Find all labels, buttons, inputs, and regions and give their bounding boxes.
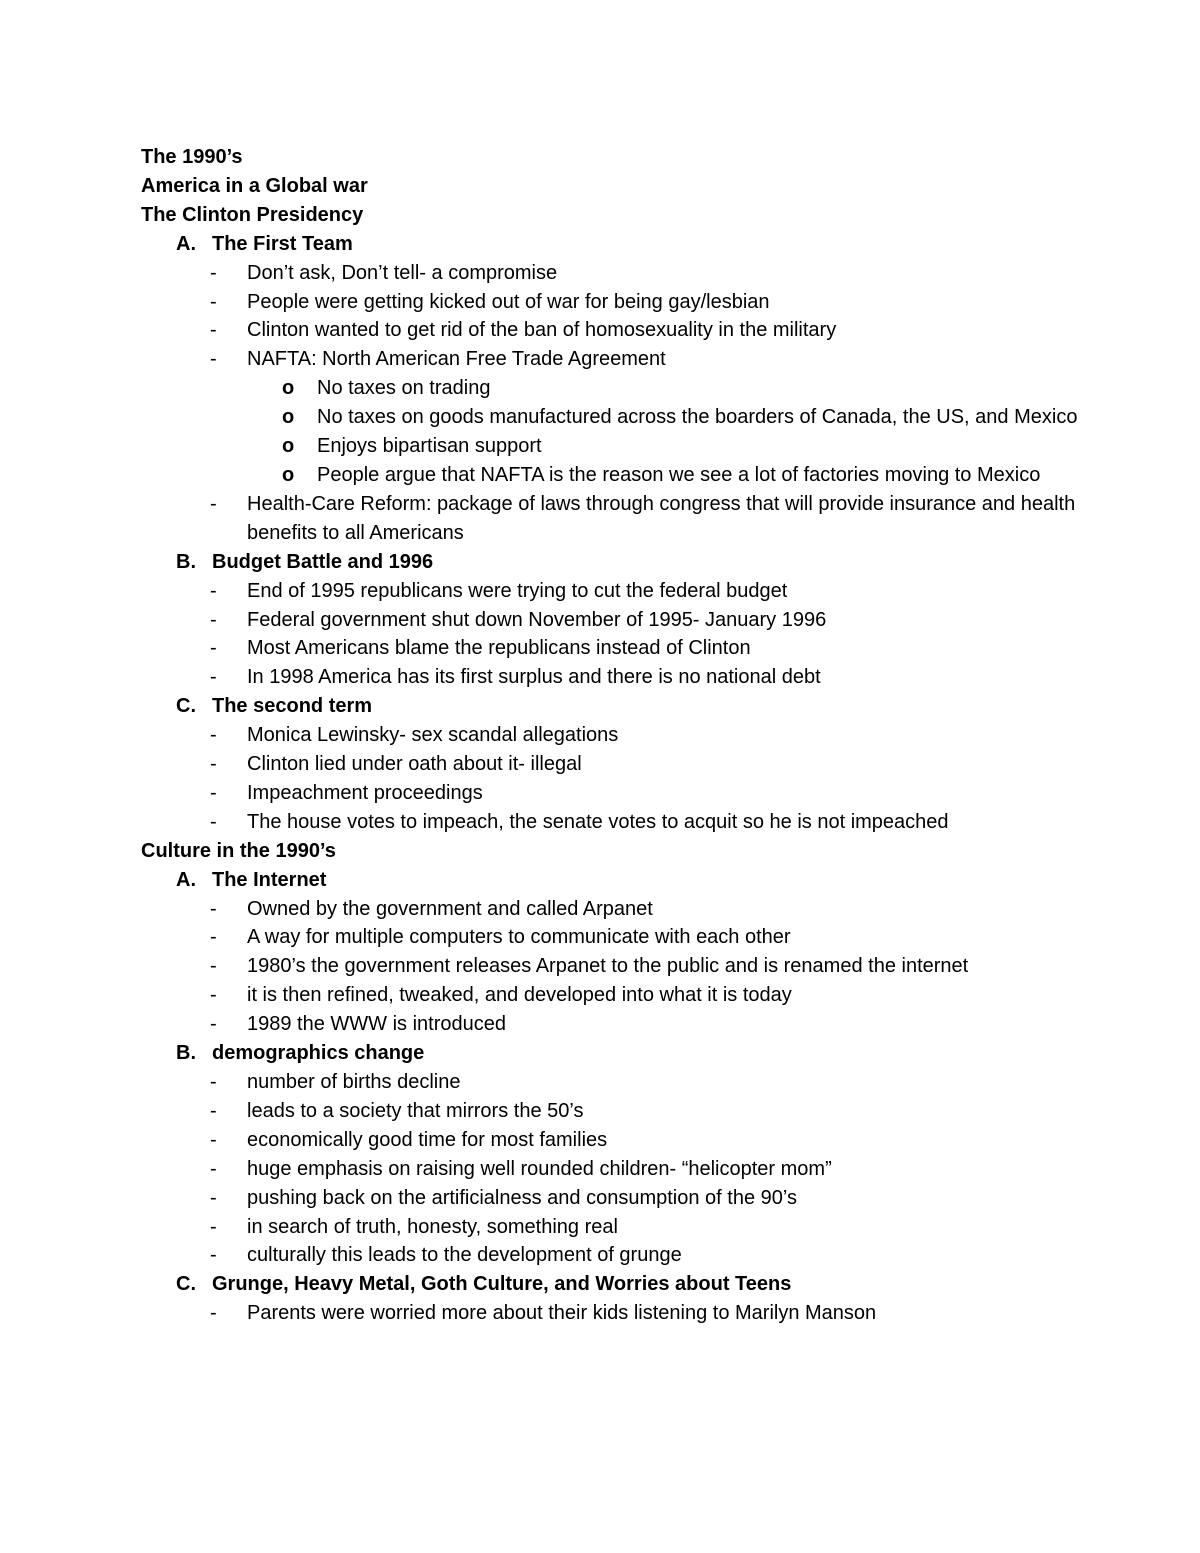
sub-list-item (141, 461, 1081, 490)
section-letter: C. (176, 1273, 196, 1296)
list-item-text: number of births decline (247, 1071, 461, 1093)
dash-bullet: - (210, 290, 217, 313)
dash-bullet: - (210, 781, 217, 804)
list-item (141, 750, 1081, 779)
list-item-text: in search of truth, honesty, something real (247, 1215, 618, 1238)
dash-bullet: - (210, 608, 217, 631)
section-heading (141, 692, 1081, 721)
dash-bullet: - (210, 1128, 217, 1151)
dash-bullet: - (210, 1215, 217, 1238)
dash-bullet: - (210, 637, 217, 660)
list-item (141, 490, 1081, 548)
list-item-text: economically good time for most families (247, 1128, 608, 1151)
list-item (141, 981, 1081, 1010)
section-letter: A. (176, 232, 196, 255)
sub-list-item (141, 432, 1081, 461)
list-item-text: Most Americans blame the republicans instead of Clinton (247, 637, 751, 660)
section-letter: B. (176, 550, 196, 573)
section-title: demographics change (212, 1042, 425, 1065)
section-title: Budget Battle and 1996 (212, 550, 434, 573)
list-item-text: Monica Lewinsky- sex scandal allegations (247, 724, 619, 747)
section-letter: A. (176, 868, 196, 891)
dash-bullet: - (210, 261, 217, 284)
sub-list-item-text: No taxes on goods manufactured across the boarders of Canada, the US, and Mexico (317, 406, 1078, 429)
dash-bullet: - (210, 753, 217, 776)
list-item (141, 1155, 1081, 1184)
section-letter: C. (176, 695, 196, 718)
list-item-text: Don’t ask, Don’t tell- a compromise (247, 261, 558, 284)
list-item (141, 1126, 1081, 1155)
list-item (141, 663, 1081, 692)
title-line-1: The 1990’s (141, 146, 243, 168)
list-item (141, 779, 1081, 808)
section-title: Grunge, Heavy Metal, Goth Culture, and Worries about Teens (212, 1273, 792, 1296)
section-title: The Internet (212, 868, 327, 891)
list-item-text: Impeachment proceedings (247, 781, 483, 804)
dash-bullet: - (210, 1157, 217, 1180)
section-title: The second term (212, 695, 373, 718)
list-item-text: it is then refined, tweaked, and developed into what it is today (247, 984, 792, 1007)
dash-bullet: - (210, 810, 217, 833)
list-item-text: culturally this leads to the development of grunge (247, 1244, 682, 1267)
list-item-text: People were getting kicked out of war for being gay/lesbian (247, 290, 770, 313)
circle-bullet: o (282, 406, 295, 429)
list-item (141, 952, 1081, 981)
section-heading (141, 1039, 1081, 1068)
list-item-text: 1989 the WWW is introduced (247, 1013, 506, 1036)
circle-bullet: o (282, 463, 295, 486)
list-item (141, 345, 1081, 374)
list-item (141, 259, 1081, 288)
dash-bullet: - (210, 1302, 217, 1325)
dash-bullet: - (210, 492, 217, 515)
dash-bullet: - (210, 724, 217, 747)
circle-bullet: o (282, 377, 295, 400)
list-item (141, 1010, 1081, 1039)
list-item (141, 1299, 1081, 1328)
list-item (141, 808, 1081, 837)
dash-bullet: - (210, 348, 217, 371)
list-item (141, 923, 1081, 952)
list-item-text: Federal government shut down November of 1995- January 1996 (247, 608, 827, 631)
list-item-text: Parents were worried more about their kids listening to Marilyn Manson (247, 1302, 877, 1325)
list-item (141, 1097, 1081, 1126)
list-item-text: pushing back on the artificialness and consumption of the 90’s (247, 1186, 797, 1209)
list-item-text: NAFTA: North American Free Trade Agreement (247, 348, 666, 371)
list-item (141, 1213, 1081, 1242)
list-item (141, 316, 1081, 345)
list-item-text: A way for multiple computers to communicate with each other (247, 926, 791, 949)
section-letter: B. (176, 1042, 196, 1065)
list-item-text: The house votes to impeach, the senate votes to acquit so he is not impeached (247, 810, 949, 833)
list-item (141, 1184, 1081, 1213)
list-item (141, 634, 1081, 663)
dash-bullet: - (210, 926, 217, 949)
title-line-2: America in a Global war (141, 174, 368, 197)
section-title: The First Team (212, 232, 353, 255)
list-item-text: Owned by the government and called Arpanet (247, 897, 653, 920)
dash-bullet: - (210, 897, 217, 920)
circle-bullet: o (282, 435, 295, 458)
dash-bullet: - (210, 579, 217, 602)
title-line-3: The Clinton Presidency (141, 203, 364, 226)
list-item-text: leads to a society that mirrors the 50’s (247, 1099, 584, 1122)
dash-bullet: - (210, 1186, 217, 1209)
list-item-text: Clinton wanted to get rid of the ban of homosexuality in the military (247, 319, 837, 342)
list-item (141, 606, 1081, 635)
dash-bullet: - (210, 1244, 217, 1267)
dash-bullet: - (210, 1013, 217, 1036)
sub-list-item (141, 403, 1081, 432)
culture-heading: Culture in the 1990’s (141, 839, 336, 862)
list-item (141, 895, 1081, 924)
list-item-text: Health-Care Reform: package of laws through congress that will provide insurance and health benefits to all Americans (247, 492, 1076, 544)
list-item (141, 577, 1081, 606)
sub-list-item-text: No taxes on trading (317, 377, 491, 400)
section-heading (141, 1270, 1081, 1299)
sub-list-item-text: Enjoys bipartisan support (317, 435, 542, 458)
list-item-text: huge emphasis on raising well rounded children- “helicopter mom” (247, 1157, 832, 1180)
dash-bullet: - (210, 955, 217, 978)
list-item (141, 721, 1081, 750)
list-item (141, 1241, 1081, 1270)
list-item-text: Clinton lied under oath about it- illegal (247, 753, 582, 776)
section-heading (141, 230, 1081, 259)
list-item (141, 1068, 1081, 1097)
dash-bullet: - (210, 984, 217, 1007)
section-heading (141, 548, 1081, 577)
dash-bullet: - (210, 666, 217, 689)
list-item-text: 1980’s the government releases Arpanet to the public and is renamed the internet (247, 955, 969, 978)
dash-bullet: - (210, 319, 217, 342)
sub-list-item (141, 374, 1081, 403)
sub-list-item-text: People argue that NAFTA is the reason we see a lot of factories moving to Mexico (317, 463, 1041, 486)
document-content (141, 143, 1081, 1328)
list-item-text: In 1998 America has its first surplus and there is no national debt (247, 666, 821, 689)
list-item (141, 288, 1081, 317)
dash-bullet: - (210, 1099, 217, 1122)
section-heading (141, 866, 1081, 895)
list-item-text: End of 1995 republicans were trying to cut the federal budget (247, 579, 788, 602)
dash-bullet: - (210, 1071, 217, 1093)
